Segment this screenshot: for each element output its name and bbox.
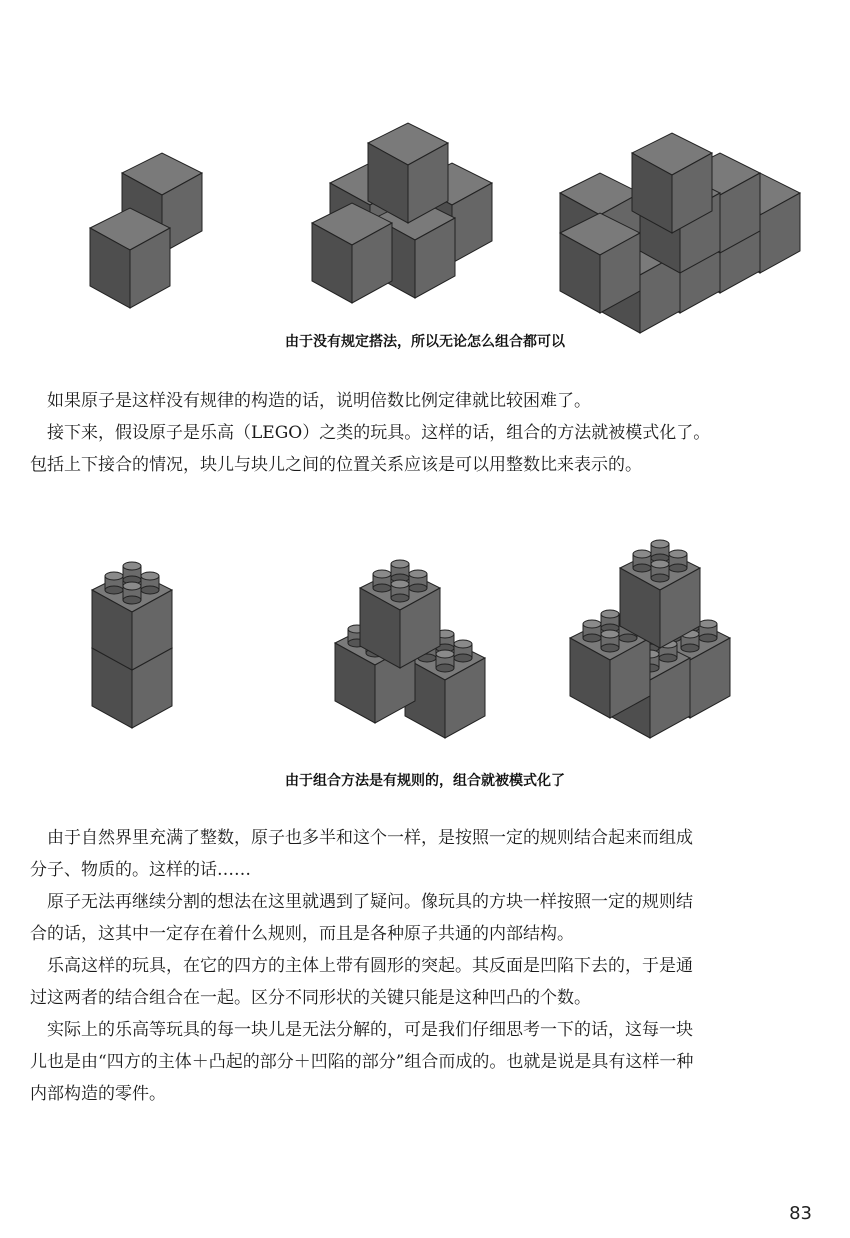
- text-line: 如果原子是这样没有规律的构造的话，说明倍数比例定律就比较困难了。: [30, 391, 591, 411]
- text-line: 乐高这样的玩具，在它的四方的主体上带有圆形的突起。其反面是凹陷下去的，于是通: [30, 956, 693, 976]
- figure1-caption: 由于没有规定搭法，所以无论怎么组合都可以: [285, 334, 565, 350]
- text-line: 接下来，假设原子是乐高（LEGO）之类的玩具。这样的话，组合的方法就被模式化了。: [30, 423, 711, 443]
- lego-group-1: [92, 562, 172, 728]
- paragraph-block-1: [30, 385, 820, 481]
- page-number: 83: [789, 1203, 812, 1224]
- cube-group-2: [312, 123, 492, 303]
- figure-lego-bricks: [0, 510, 850, 770]
- cube-group-1: [90, 153, 202, 308]
- text-line: 实际上的乐高等玩具的每一块儿是无法分解的，可是我们仔细思考一下的话，这每一块: [30, 1020, 693, 1040]
- cube-group-3: [560, 133, 800, 333]
- text-line: 过这两者的结合组合在一起。区分不同形状的关键只能是这种凹凸的个数。: [30, 988, 591, 1008]
- figure-irregular-cubes: [0, 0, 850, 340]
- text-line: 原子无法再继续分割的想法在这里就遇到了疑问。像玩具的方块一样按照一定的规则结: [30, 892, 693, 912]
- text-line: 儿也是由“四方的主体＋凸起的部分＋凹陷的部分”组合而成的。也就是说是具有这样一种: [30, 1052, 694, 1072]
- text-line: 合的话，这其中一定存在着什么规则，而且是各种原子共通的内部结构。: [30, 924, 574, 944]
- text-line: 由于自然界里充满了整数，原子也多半和这个一样，是按照一定的规则结合起来而组成: [30, 828, 693, 848]
- text-line: 包括上下接合的情况，块儿与块儿之间的位置关系应该是可以用整数比来表示的。: [30, 455, 642, 475]
- figure2-caption: 由于组合方法是有规则的，组合就被模式化了: [285, 773, 565, 789]
- lego-group-2: [335, 560, 485, 738]
- text-line: 内部构造的零件。: [30, 1084, 166, 1104]
- paragraph-block-2: [30, 822, 820, 1110]
- lego-group-3: [570, 540, 730, 738]
- text-line: 分子、物质的。这样的话……: [30, 860, 251, 880]
